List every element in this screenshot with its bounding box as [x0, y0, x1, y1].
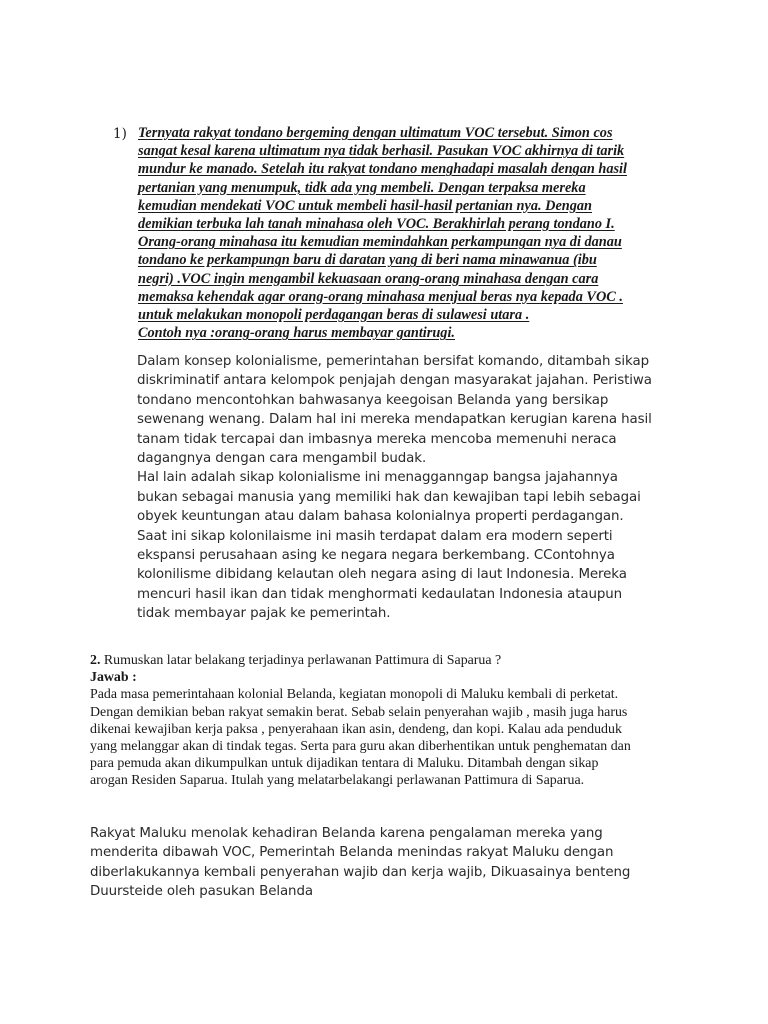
text-line: menderita dibawah VOC, Pemerintah Belanda menindas rakyat Maluku dengan — [90, 845, 614, 861]
text-line: kolonilisme dibidang kelautan oleh negara asing di laut Indonesia. Mereka — [137, 567, 627, 583]
section1-paragraph — [137, 352, 737, 624]
text-line: Hal lain adalah sikap kolonialisme ini menagganngap bangsa jajahannya — [137, 470, 618, 486]
text-line: para pemuda akan dikumpulkan untuk dijadikan tentara di Maluku. Ditambah dengan sikap — [90, 756, 599, 772]
section1-underlined-block — [138, 124, 698, 342]
text-line: Contoh nya :orang-orang harus membayar gantirugi. — [138, 325, 455, 342]
text-line: tidak membayar pajak ke pemerintah. — [137, 606, 391, 622]
text-line: mencuri hasil ikan dan tidak menghormati kedaulatan Indonesia ataupun — [137, 586, 623, 602]
text-line: kemudian mendekati VOC untuk membeli hasil-hasil pertanian nya. Dengan — [138, 197, 592, 214]
question-line — [90, 652, 730, 669]
text-line: dagangnya dengan cara mengambil budak. — [137, 451, 427, 467]
answer-label: Jawab : — [90, 670, 137, 686]
text-line: demikian terbuka lah tanah minahasa oleh VOC. Berakhirlah perang tondano I. — [138, 216, 615, 233]
text-line: diskriminatif antara kelompok penjajah dengan masyarakat jajahan. Peristiwa — [137, 373, 652, 389]
text-line: sewenang wenang. Dalam hal ini mereka mendapatkan kerugian karena hasil — [137, 412, 652, 428]
text-line: mundur ke manado. Setelah itu rakyat tondano menghadapi masalah dengan hasil — [138, 161, 627, 178]
section2-paragraph — [90, 824, 740, 902]
text-line: tondano mencontohkan bahwasanya keegoisan Belanda yang bersikap — [137, 392, 609, 408]
text-line: dikenai kewajiban kerja paksa , penyerahaan ikan asin, dendeng, dan kopi. Kalau ada penduduk — [90, 721, 622, 737]
text-line: ekspansi perusahaan asing ke negara negara berkembang. CContohnya — [137, 548, 615, 564]
section2-question-block — [90, 652, 730, 790]
text-line: tondano ke perkampungn baru di daratan yang di beri nama minawanua (ibu — [138, 252, 597, 269]
text-line: memaksa kehendak agar orang-orang minahasa menjual beras nya kepada VOC . — [138, 288, 623, 305]
text-line: sangat kesal karena ultimatum nya tidak berhasil. Pasukan VOC akhirnya di tarik — [138, 143, 625, 160]
text-line: negri) .VOC ingin mengambil kekuasaan orang-orang minahasa dengan cara — [138, 270, 599, 287]
text-line: Pada masa pemerintahaan kolonial Belanda, kegiatan monopoli di Maluku kembali di perketat. — [90, 687, 619, 703]
text-line: Ternyata rakyat tondano bergeming dengan ultimatum VOC tersebut. Simon cos — [138, 125, 613, 141]
question-text: Rumuskan latar belakang terjadinya perlawanan Pattimura di Saparua ? — [100, 653, 502, 668]
text-line: untuk melakukan monopoli perdagangan beras di sulawesi utara . — [138, 307, 530, 324]
text-line: diberlakukannya kembali penyerahan wajib dan kerja wajib, Dikuasainya benteng — [90, 864, 631, 880]
text-line: pertanian yang menumpuk, tidk ada yng membeli. Dengan terpaksa mereka — [138, 179, 586, 196]
text-line: arogan Residen Saparua. Itulah yang melatarbelakangi perlawanan Pattimura di Saparua. — [90, 773, 585, 789]
list-number-1: 1) — [113, 126, 127, 142]
text-line: Rakyat Maluku menolak kehadiran Belanda karena pengalaman mereka yang — [90, 826, 603, 841]
text-line: yang melanggar akan di tindak tegas. Serta para guru akan diberhentikan untuk penghematan dan — [90, 739, 631, 755]
text-line: Duursteide oleh pasukan Belanda — [90, 884, 313, 900]
text-line: Dengan demikian beban rakyat semakin berat. Sebab selain penyerahan wajib , masih juga harus — [90, 704, 628, 720]
text-line: obyek keuntungan atau dalam bahasa kolonialnya properti perdagangan. — [137, 509, 624, 525]
list-number-2: 2. — [90, 653, 101, 668]
text-line: tanam tidak tercapai dan imbasnya mereka mencoba memenuhi neraca — [137, 431, 617, 447]
text-line: bukan sebagai manusia yang memiliki hak dan kewajiban tapi lebih sebagai — [137, 489, 641, 505]
text-line: Orang-orang minahasa itu kemudian memindahkan perkampungan nya di danau — [138, 234, 622, 251]
text-line: Saat ini sikap kolonilaisme ini masih terdapat dalam era modern seperti — [137, 528, 613, 544]
text-line: Dalam konsep kolonialisme, pemerintahan bersifat komando, ditambah sikap — [137, 354, 649, 369]
